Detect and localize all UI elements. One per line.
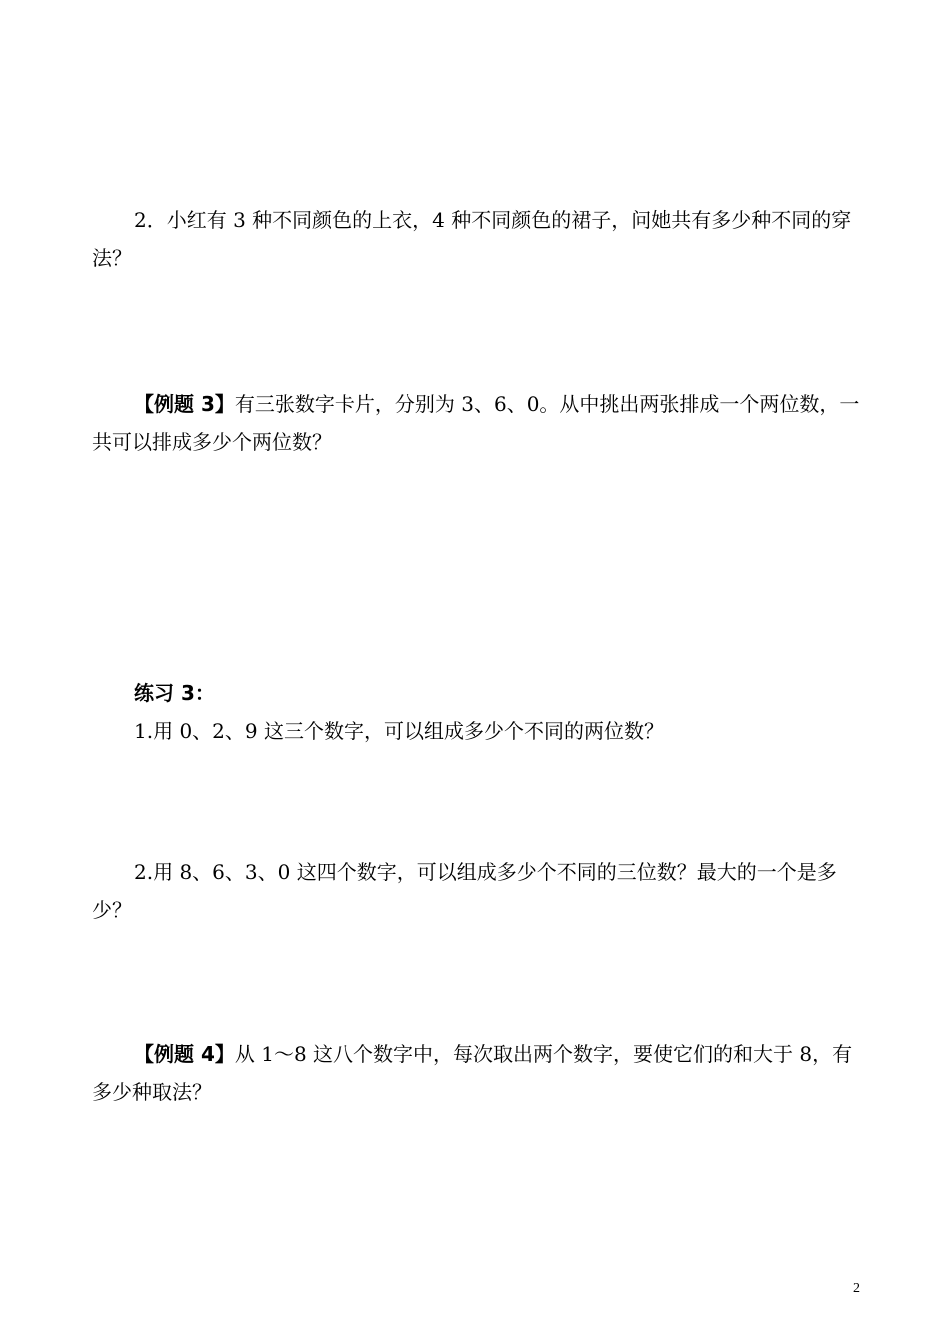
practice-3 xyxy=(92,674,862,750)
practice-3-question-2: 2.用 8、6、3、0 这四个数字，可以组成多少个不同的三位数？最大的一个是多少？ xyxy=(92,860,837,922)
example-4-text: 从 1～8 这八个数字中，每次取出两个数字，要使它们的和大于 8，有多少种取法？ xyxy=(92,1042,853,1104)
example-4-paragraph xyxy=(92,1035,862,1111)
practice-3-heading: 练习 3： xyxy=(134,681,215,705)
example-3-paragraph xyxy=(92,385,862,461)
example-3-text: 有三张数字卡片，分别为 3、6、0。从中挑出两张排成一个两位数，一共可以排成多少个两位数？ xyxy=(92,392,860,454)
page-number: 2 xyxy=(853,1281,860,1296)
example-3-label: 【例题 3】 xyxy=(134,392,235,416)
practice2-question-2-text: 2．小红有 3 种不同颜色的上衣，4 种不同颜色的裙子，问她共有多少种不同的穿法？ xyxy=(92,208,852,270)
practice2-question-2 xyxy=(92,201,862,277)
practice-3-question-2-block xyxy=(92,853,862,929)
example-3 xyxy=(92,385,862,461)
example-4-label: 【例题 4】 xyxy=(134,1042,235,1066)
example-4 xyxy=(92,1035,862,1111)
practice-3-question-1: 1.用 0、2、9 这三个数字，可以组成多少个不同的两位数？ xyxy=(134,719,664,743)
